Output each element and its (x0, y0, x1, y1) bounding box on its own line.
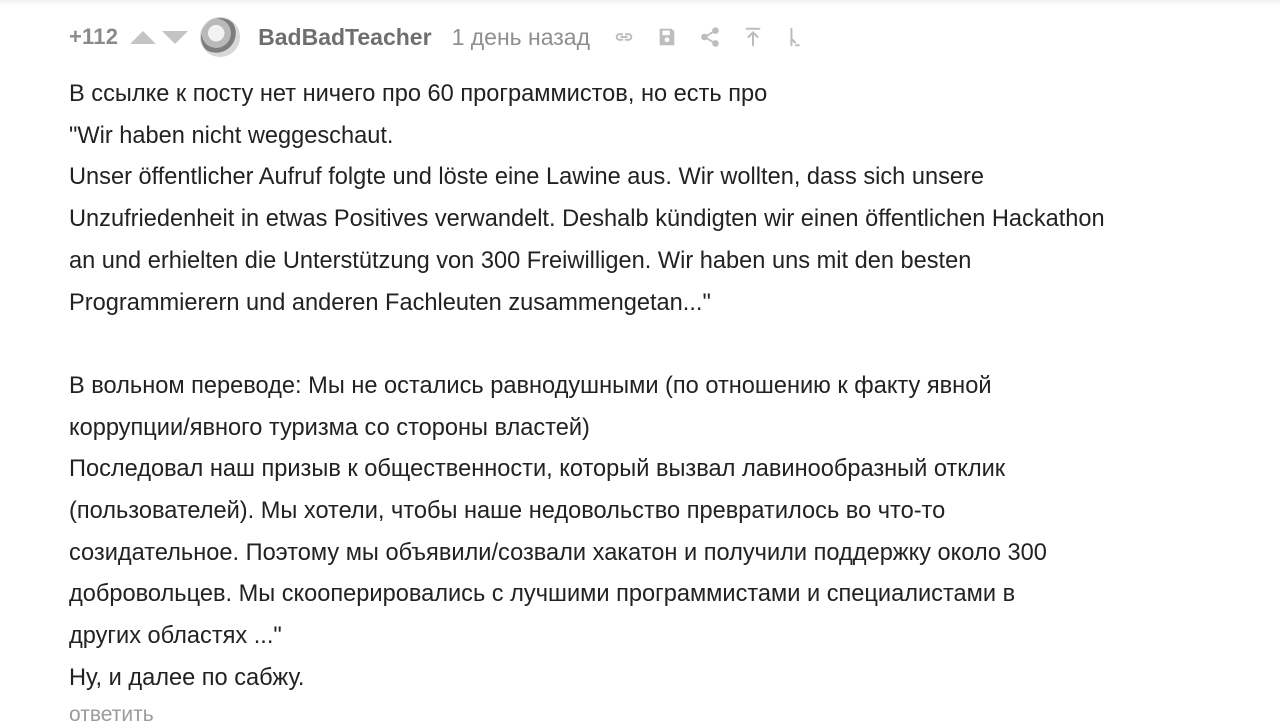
comment-line: добровольцев. Мы скооперировались с лучшими программистами и специалистами в (69, 581, 1016, 608)
scroll-up-icon[interactable] (741, 25, 765, 49)
comment-line: Unser öffentlicher Aufruf folgte und löste eine Lawine aus. Wir wollten, dass sich unsere (69, 164, 984, 191)
comment-line: Ну, и далее по сабжу. (69, 664, 305, 691)
comment-rating: +112 (69, 24, 119, 49)
comment-actions (612, 25, 808, 49)
comment-line: "Wir haben nicht weggeschaut. (69, 122, 394, 149)
comment-line: В ссылке к посту нет ничего про 60 программистов, но есть про (69, 81, 768, 107)
comment-header (69, 14, 1269, 60)
avatar[interactable] (200, 17, 240, 57)
downvote-button[interactable] (162, 31, 188, 44)
comment (69, 14, 1269, 700)
comment-line: других областях ..." (69, 623, 282, 650)
paragraph-spacer (69, 324, 1269, 366)
hide-icon[interactable] (784, 25, 808, 49)
save-icon[interactable] (655, 25, 679, 49)
top-divider (0, 0, 1280, 6)
comment-line: созидательное. Поэтому мы объявили/созвали хакатон и получили поддержку около 300 (69, 539, 1047, 566)
share-icon[interactable] (698, 25, 722, 49)
comment-line: коррупции/явного туризма со стороны властей) (69, 414, 590, 441)
comment-line: В вольном переводе: Мы не остались равнодушными (по отношению к факту явной (69, 372, 992, 399)
comment-line: Последовал наш призыв к общественности, который вызвал лавинообразный отклик (69, 456, 1006, 483)
comment-line: Programmierern und anderen Fachleuten zusammengetan..." (69, 289, 711, 316)
author-name[interactable]: BadBadTeacher (258, 23, 432, 50)
comment-line: an und erhielten die Unterstützung von 300 Freiwilligen. Wir haben uns mit den besten (69, 247, 972, 274)
comment-line: (пользователей). Мы хотели, чтобы наше недовольство превратилось во что-то (69, 498, 946, 525)
comment-time[interactable]: 1 день назад (451, 23, 591, 50)
comment-body (69, 74, 1269, 700)
upvote-button[interactable] (130, 31, 156, 44)
link-icon[interactable] (612, 25, 636, 49)
comment-line: Unzufriedenheit in etwas Positives verwandelt. Deshalb kündigten wir einen öffentlichen Hackathon (69, 206, 1105, 233)
reply-link[interactable]: ответить (69, 703, 154, 726)
